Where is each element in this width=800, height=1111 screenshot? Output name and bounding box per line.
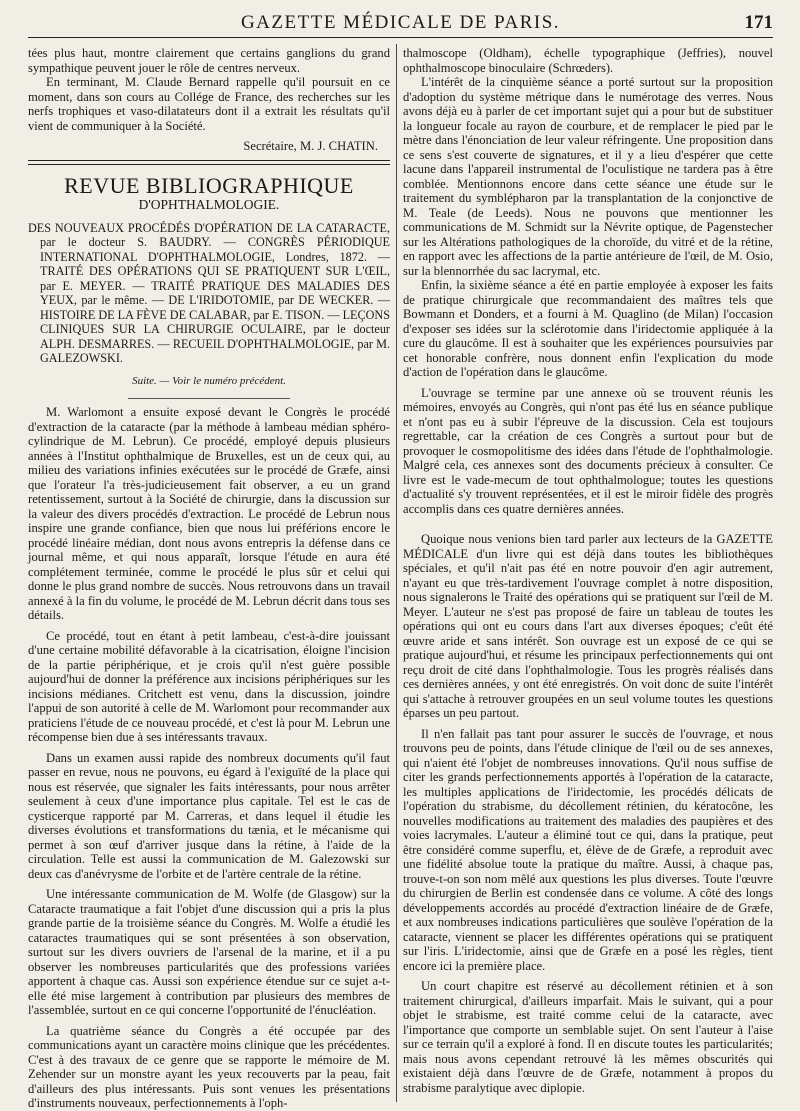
page-number: 171: [744, 12, 773, 33]
signature: Secrétaire, M. J. CHATIN.: [243, 139, 378, 153]
section-divider: [28, 160, 390, 165]
paragraph: Il n'en fallait pas tant pour assurer le succès de l'ouvrage, et nous trouvons peu de points, dans l'étude clinique de l'œil ou de ses annexes, qui n'aient été l'objet de nombreuses innovations. Qu'il nous suffise de citer les grands perfectionnements apportés à l'opération de la cataracte, les multiples applications de l'iridectomie, les procédés délicats de l'opération du strabisme, du décollement rétinien, du kératocône, les nouvelles modifications au traitement des maladies des paupières et des voies lacrymales. L'auteur a éliminé tout ce qui, dans la pratique, peut être considéré comme superflu, et, élève de de Græfe, a reproduit avec une fidélité absolue toute la pratique du maître. Aussi, à chaque pas, trouve-t-on son nom mêlé aux questions les plus diverses. Toute l'œuvre du chirurgien de Berlin est condensée dans ce volume. A côté des longs développements accordés au procédé d'extraction linéaire de de Græfe, et aux nombreuses indications particulières que soulève l'opération de la cataracte, viennent se placer les différentes opérations qui se pratiquent sur l'iris. L'iridectomie, ainsi que de Græfe en a posé les règles, tient encore ici la première place.: [403, 726, 773, 973]
paragraph: Quoique nous venions bien tard parler aux lecteurs de la GAZETTE MÉDICALE d'un livre qui est déjà dans toutes les bibliothèques spéciales, et qu'il n'ait pas été en notre pouvoir d'en agir autrement, n'ayant eu que très-tardivement l'ouvrage complet à notre disposition, nous signalerons le Traité des opérations qui se pratiquent sur l'œil de M. Meyer. L'auteur ne s'est pas proposé de faire un tableau de toutes les opérations qui ont eu cours dans l'art aux diverses époques; c'eût été œuvre aride et sans intérêt. Son ouvrage est un exposé de ce qui se pratique aujourd'hui, et résume les principaux perfectionnements qui ont reçu droit de cité dans l'ophthalmologie. Tous les progrès réalisés dans ces dernières années, y ont été enregistrés. On voit donc de suite l'intérêt qui s'attache à retrouver groupées en un seul volume toutes les questions éparses un peu partout.: [403, 532, 773, 720]
paragraph: M. Warlomont a ensuite exposé devant le Congrès le procédé d'extraction de la cataracte (par la méthode à lambeau médian sphéro-cylindrique de M. Lebrun). Ce procédé, employé depuis plusieurs années à l'Institut ophthalmique de Bruxelles, est un de ceux qui, au milieu des variations infinies exécutées sur le procédé de Græfe, ainsi que l'orateur l'a très-judicieusement fait observer, a eu un grand retentissement, surtout à la Société de chirurgie, dans la discussion sur la valeur des divers procédés d'extraction. Le procédé de Lebrun nous inspire une grande confiance, bien que nous lui préférions encore le procédé linéaire médian, dont nous avons entrepris la défense dans ce journal même, et qui nous apparaît, lorsque l'étude en aura été complétement terminée, comme le procédé le plus sûr et celui qui donne le plus grand nombre de succès. Nous retrouvons dans un travail annexé à la fin du volume, le procédé de M. Lebrun décrit dans tous ses détails.: [28, 405, 390, 622]
header-rule: [28, 37, 773, 38]
right-column: [403, 46, 773, 1098]
bibliography-list: DES NOUVEAUX PROCÉDÉS D'OPÉRATION DE LA CATARACTE, par le docteur S. BAUDRY. — CONGRÈS PÉRIODIQUE INTERNATIONAL D'OPHTHALMOLOGIE, Londres, 1872. — TRAITÉ DES OPÉRATIONS QUI SE PRATIQUENT SUR L'ŒIL, par E. MEYER. — TRAITÉ PRATIQUE DES MALADIES DES YEUX, par le même. — DE L'IRIDOTOMIE, par DE WECKER. — HISTOIRE DE LA FÈVE DE CALABAR, par E. TISON. — LEÇONS CLINIQUES SUR LA CHIRURGIE OCULAIRE, par le docteur ALPH. DESMARRES. — RECUEIL D'OPHTHALMOLOGIE, par M. GALEZOWSKI.: [28, 220, 390, 365]
continuation-note: [28, 374, 390, 389]
continuation-label: Suite. —: [132, 374, 170, 387]
paragraph: Un court chapitre est réservé au décollement rétinien et à son traitement chirurgical, d'ailleurs imparfait. Mais le suivant, qui a pour objet le strabisme, est traité comme celui de la cataracte, avec l'importance que comporte un semblable sujet. On sent l'auteur à l'aise sur ce terrain qu'il a exploré à fond. Il en discute toutes les particularités; mais nous avons cependant retrouvé là les mêmes obscurités qui existaient déjà dans l'œuvre de de Græfe, notamment à propos du strabisme paralytique avec diplopie.: [403, 979, 773, 1095]
paragraph: Une intéressante communication de M. Wolfe (de Glasgow) sur la Cataracte traumatique a fait l'objet d'une discussion qui a pris la plus grande partie de la troisième séance du Congrès. M. Wolfe a étudié les cataractes traumatiques qui se sont présentées à son observation, surtout sur les divers ouvriers de l'arsenal de la marine, et il a pu observer les nombreuses particularités que des professions variées apportent à chaque cas. Aussi son expérience étendue sur ce sujet a-t-elle été mise largement à contribution par plusieurs des membres de l'assemblée, surtout en ce qui concerne l'opportunité de l'énucléation.: [28, 887, 390, 1017]
section-title: REVUE BIBLIOGRAPHIQUE: [64, 172, 354, 198]
paragraph: L'ouvrage se termine par une annexe où se trouvent réunis les mémoires, envoyés au Congrès, qui n'ont pas été lus en séance publique et n'ont pas eu à subir l'épreuve de la discussion. Cela est toujours regrettable, car la création de ces Congrès a surtout pour but de provoquer le cosmopolitisme des idées dans l'étude de l'ophthalmologie. Malgré cela, ces annexes sont des documents précieux à consulter. Ce livre est le vade-mecum de tout ophthalmologue; toutes les questions d'actualité s'y trouvent représentées, et il est le miroir fidèle des progrès accomplis dans ces quatre dernières années.: [403, 385, 773, 516]
column-divider: [396, 44, 397, 1102]
paragraph: Ce procédé, tout en étant à petit lambeau, c'est-à-dire jouissant d'une certaine mobilité défavorable à la cicatrisation, éloigne l'incision de la partie périphérique, et je crois qu'il n'est guère possible aujourd'hui de donner la préférence aux incisions périphériques sur les incisions médianes. Critchett est venu, dans la discussion, joindre l'appui de son autorité à celle de M. Warlomont pour recommander aux praticiens l'étude de ce nouveau procédé, et c'est là pour M. Lebrun une récompense bien due à ses intéressants travaux.: [28, 628, 390, 744]
left-column: [28, 46, 390, 1110]
journal-title: GAZETTE MÉDICALE DE PARIS.: [240, 12, 561, 33]
continuation-text: Voir le numéro précédent.: [172, 374, 286, 387]
paragraph: tées plus haut, montre clairement que certains ganglions du grand sympathique peuvent jouer le rôle de centres nerveux.: [28, 46, 390, 75]
page-header: [28, 8, 773, 38]
section-subtitle: D'OPHTHALMOLOGIE.: [138, 197, 280, 212]
divider: [128, 398, 291, 399]
paragraph: La quatrième séance du Congrès a été occupée par des communications ayant un caractère moins clinique que les précédentes. C'est à des travaux de ce genre que se rapporte le mémoire de M. Zehender sur un monstre ayant les yeux recouverts par la peau, fait d'ailleurs des plus intéressants. Puis sont venues les présentations d'instruments nouveaux, perfectionnements à l'oph-: [28, 1023, 390, 1110]
paragraph: thalmoscope (Oldham), échelle typographique (Jeffries), nouvel ophthalmoscope binoculaire (Schrœders).: [403, 46, 773, 75]
paragraph: Dans un examen aussi rapide des nombreux documents qu'il faut passer en revue, nous ne pouvons, eu égard à l'exiguïté de la place qui nous est réservée, que signaler les faits intéressants, pour nous arrêter seulement à ceux d'une importance plus capitale. Tel est le cas de cysticerque rapporté par M. Carreras, et dans lequel il étudie les diverses évolutions et transformations du tænia, et le mécanisme qui permet à son œuf d'arriver jusque dans la rétine, à l'aide de la circulation. Telle est aussi la communication de M. Galezowski sur deux cas d'anévrysme de l'orbite et de l'artère centrale de la rétine.: [28, 750, 390, 881]
paragraph: L'intérêt de la cinquième séance a porté surtout sur la proposition d'adoption du système métrique dans le numérotage des verres. Nous avons déjà eu à parler de cet important sujet qui a pour but de substituer la longueur focale au rayon de courbure, et de remplacer le pied par le mètre dans l'énonciation de leur valeur réfringente. Une proposition dans ce sens s'est couverte de signatures, et il y a lieu d'espérer que cette lacune dans l'appareil instrumental de l'oculistique ne tardera pas à être comblée. Mentionnons encore dans cette séance une étude sur le traitement du symblépharon par la transplantation de la conjonctive de M. Teale (de Leeds). Nous ne pouvons que mentionner les communications de M. Schmidt sur la Névrite optique, de Pagenstecher sur les Altérations pathologiques de la choroïde, du vitré et de la rétine, en rapport avec les affections de la partie antérieure de l'œil, de M. Osio, sur la blennorrhée du sac lacrymal, etc.: [403, 75, 773, 278]
paragraph: Enfin, la sixième séance a été en partie employée à exposer les faits de pratique chirurgicale que recommandaient des maîtres tels que Bowmann et Donders, et a fourni à M. Quaglino (de Milan) l'occasion d'exposer ses idées sur la sclérotomie dans l'iridectomie appliquée à la cure du glaucôme. Il est à souhaiter que les expériences poursuivies par cet honorable confrère, nous donnent enfin l'explication du mode d'action de l'opération dans le glaucôme.: [403, 278, 773, 379]
paragraph: En terminant, M. Claude Bernard rappelle qu'il poursuit en ce moment, dans son cours au Collége de France, des recherches sur les nerfs trophiques et vaso-dilatateurs dont il a extrait les résultats qu'il vient de communiquer à la Société.: [28, 75, 390, 133]
